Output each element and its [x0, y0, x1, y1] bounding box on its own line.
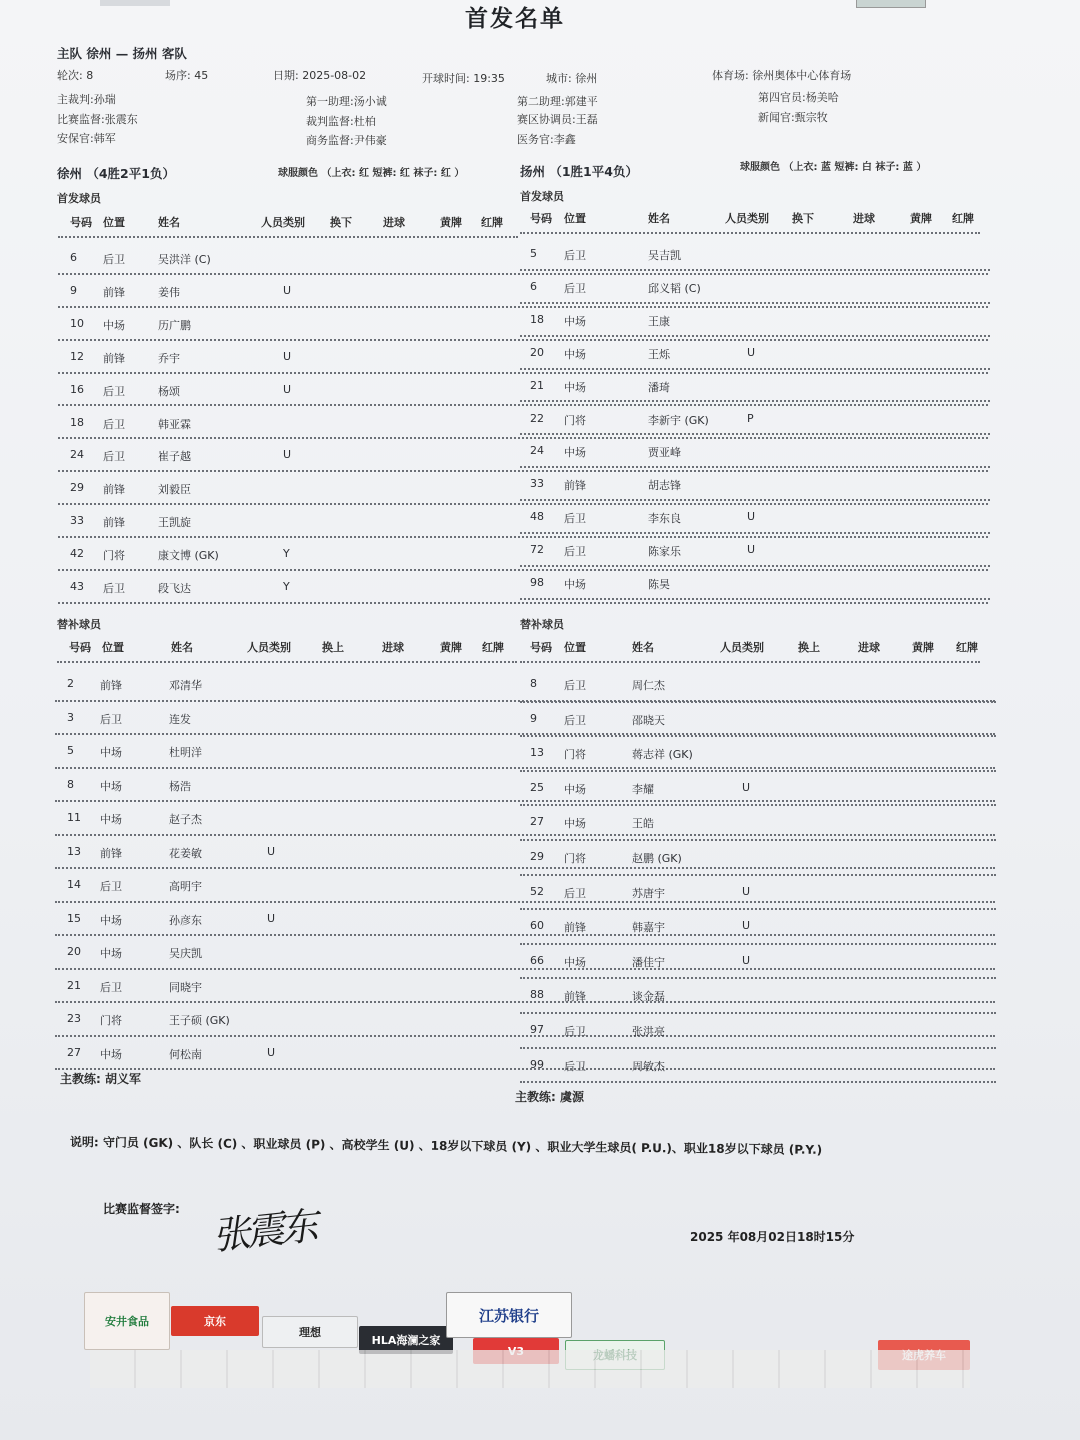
table-row [520, 806, 996, 841]
player-number: 16 [70, 382, 84, 396]
official: 安保官:韩军 [57, 132, 116, 145]
player-position: 前锋 [564, 921, 586, 935]
player-name: 李耀 [632, 782, 654, 796]
player-name: 潘佳宁 [632, 955, 665, 969]
player-position: 中场 [100, 913, 122, 927]
player-number: 8 [530, 677, 537, 690]
player-number: 97 [530, 1023, 544, 1036]
player-position: 中场 [564, 380, 586, 394]
player-name: 王皓 [632, 817, 654, 831]
player-name: 姜伟 [158, 285, 180, 299]
column-header: 位置 [102, 641, 124, 654]
player-number: 18 [70, 415, 84, 429]
player-number: 33 [70, 514, 84, 528]
player-name: 潘琦 [648, 380, 670, 394]
table-row [520, 501, 990, 534]
player-number: 24 [70, 448, 84, 462]
table-row [520, 737, 996, 772]
player-number: 5 [530, 247, 537, 260]
player-position: 门将 [564, 852, 586, 865]
column-header: 红牌 [956, 641, 978, 654]
player-position: 前锋 [103, 516, 125, 530]
player-position: 中场 [100, 779, 122, 793]
table-row [520, 772, 996, 807]
player-number: 27 [530, 815, 544, 829]
table-row [520, 1049, 996, 1084]
player-name: 花姜敏 [169, 846, 202, 860]
kickoff-time: 开球时间: 19:35 [422, 72, 505, 85]
player-category: U [742, 780, 751, 794]
player-name: 王子硕 (GK) [169, 1014, 230, 1027]
player-category: U [267, 1045, 276, 1059]
official: 第二助理:郭建平 [517, 95, 598, 108]
column-header: 号码 [530, 212, 552, 225]
player-number: 6 [70, 251, 77, 264]
player-position: 前锋 [103, 351, 125, 365]
player-number: 27 [67, 1045, 81, 1059]
player-position: 后卫 [103, 253, 125, 266]
column-header: 进球 [853, 212, 875, 225]
player-position: 后卫 [564, 713, 586, 727]
player-position: 后卫 [564, 1059, 586, 1073]
player-number: 52 [530, 884, 544, 898]
table-row [520, 435, 990, 468]
player-position: 中场 [564, 817, 586, 831]
official: 裁判监督:杜柏 [306, 115, 376, 128]
player-position: 后卫 [564, 249, 586, 262]
player-name: 赵鹏 (GK) [632, 852, 682, 865]
player-position: 中场 [564, 314, 586, 328]
player-name: 吴洪洋 (C) [158, 253, 211, 266]
player-name: 邓清华 [169, 679, 202, 692]
player-position: 后卫 [103, 582, 125, 595]
player-number: 60 [530, 919, 544, 933]
table-row [520, 841, 996, 876]
player-name: 王烁 [648, 347, 670, 361]
player-name: 蒋志祥 (GK) [632, 748, 693, 762]
player-position: 后卫 [103, 417, 125, 431]
player-number: 15 [67, 911, 81, 925]
player-position: 中场 [564, 347, 586, 361]
player-position: 后卫 [103, 450, 125, 464]
player-position: 后卫 [103, 384, 125, 398]
stadium: 体育场: 徐州奥体中心体育场 [712, 69, 852, 82]
player-position: 中场 [564, 578, 586, 591]
table-row [520, 468, 990, 501]
row-divider [520, 1081, 996, 1083]
player-name: 邵晓天 [632, 713, 665, 727]
table-row [520, 979, 996, 1014]
home-subs-label: 替补球员 [57, 618, 101, 631]
table-row [520, 337, 990, 370]
column-header: 换下 [330, 216, 352, 229]
player-name: 李东良 [648, 512, 681, 526]
player-number: 10 [70, 316, 84, 330]
match-date: 日期: 2025-08-02 [273, 69, 367, 82]
column-header: 位置 [564, 212, 586, 225]
player-position: 前锋 [100, 679, 122, 692]
player-category: U [747, 345, 756, 359]
player-position: 后卫 [564, 281, 586, 295]
player-name: 韩亚霖 [158, 417, 191, 431]
player-position: 门将 [564, 748, 586, 762]
player-name: 陈昊 [648, 578, 670, 591]
column-header: 姓名 [648, 212, 670, 225]
player-position: 后卫 [100, 980, 122, 994]
player-name: 杨浩 [169, 779, 191, 793]
player-name: 贾亚峰 [648, 446, 681, 460]
player-number: 2 [67, 677, 74, 690]
sponsor-strip-lower [90, 1350, 970, 1388]
player-name: 吴吉凯 [648, 249, 681, 262]
column-header: 黄牌 [910, 212, 932, 225]
player-name: 李新宇 (GK) [648, 413, 709, 427]
column-header: 进球 [383, 216, 405, 229]
official: 第四官员:杨美哈 [758, 91, 839, 104]
table-row [520, 1014, 996, 1049]
player-position: 中场 [100, 813, 122, 826]
player-number: 48 [530, 510, 544, 524]
player-name: 吴庆凯 [169, 947, 202, 960]
player-category: U [283, 448, 292, 462]
player-name: 王康 [648, 314, 670, 328]
column-header: 号码 [70, 216, 92, 229]
player-position: 后卫 [564, 886, 586, 900]
column-header: 人员类别 [247, 641, 291, 654]
player-name: 刘毅臣 [158, 483, 191, 497]
column-header: 位置 [564, 641, 586, 654]
player-number: 21 [530, 378, 544, 392]
supervisor-signature: 张震东 [210, 1203, 317, 1259]
player-name: 周仁杰 [632, 679, 665, 692]
table-row [520, 370, 990, 403]
column-header: 人员类别 [261, 216, 305, 229]
match-city: 城市: 徐州 [546, 72, 598, 85]
header-divider [57, 661, 517, 663]
sponsor-logo: HLA海澜之家 [359, 1326, 453, 1354]
player-position: 前锋 [564, 990, 586, 1004]
table-row [520, 238, 990, 271]
player-number: 43 [70, 580, 84, 593]
table-row [520, 534, 990, 567]
column-header: 黄牌 [440, 216, 462, 229]
player-number: 24 [530, 444, 544, 458]
away-subs-header [520, 639, 980, 663]
table-row [520, 304, 990, 337]
player-name: 王凯旋 [158, 516, 191, 530]
player-position: 中场 [100, 947, 122, 960]
player-name: 康文博 (GK) [158, 549, 219, 563]
home-coach: 主教练: 胡义军 [60, 1072, 141, 1086]
player-position: 后卫 [564, 1025, 586, 1038]
player-number: 25 [530, 780, 544, 794]
column-header: 号码 [530, 641, 552, 654]
player-position: 门将 [103, 549, 125, 563]
table-row [520, 271, 990, 304]
home-starters-label: 首发球员 [57, 192, 101, 205]
player-name: 张洪亮 [632, 1025, 665, 1038]
player-category: U [747, 510, 756, 524]
player-category: U [267, 911, 276, 925]
player-name: 何松南 [169, 1047, 202, 1061]
player-number: 5 [67, 744, 74, 757]
player-category: Y [283, 547, 290, 561]
player-category: U [283, 283, 292, 297]
player-position: 后卫 [100, 880, 122, 893]
table-row [520, 945, 996, 980]
column-header: 姓名 [171, 641, 193, 654]
column-header: 换上 [322, 641, 344, 654]
column-header: 姓名 [158, 216, 180, 229]
player-number: 20 [67, 945, 81, 958]
away-starters-label: 首发球员 [520, 190, 564, 203]
player-number: 14 [67, 878, 81, 891]
legend-note: 说明: 守门员 (GK) 、队长 (C) 、职业球员 (P) 、高校学生 (U) 、18岁以下球员 (Y) 、职业大学生球员( P.U.)、职业18岁以下球员 (P.Y.) [69, 1134, 823, 1157]
player-number: 8 [67, 777, 74, 791]
player-position: 前锋 [100, 846, 122, 860]
player-position: 后卫 [100, 712, 122, 726]
match-number: 场序: 45 [165, 69, 209, 82]
player-number: 13 [530, 746, 544, 760]
player-position: 前锋 [564, 479, 586, 493]
player-category: U [742, 884, 751, 898]
sponsor-logo: 京东 [171, 1306, 259, 1336]
column-header: 换下 [792, 212, 814, 225]
signature-label: 比赛监督签字: [103, 1202, 180, 1216]
official: 商务监督:尹伟豪 [306, 134, 387, 147]
column-header: 红牌 [482, 641, 504, 654]
player-position: 后卫 [564, 512, 586, 526]
player-position: 后卫 [564, 679, 586, 692]
player-category: U [742, 953, 751, 967]
match-teams: 主队 徐州 — 扬州 客队 [57, 46, 187, 61]
sponsor-logo: 江苏银行 [446, 1292, 572, 1338]
home-starters-header [58, 214, 518, 238]
away-subs-label: 替补球员 [520, 618, 564, 631]
row-divider [520, 598, 990, 600]
player-position: 中场 [564, 955, 586, 969]
official: 比赛监督:张震东 [57, 113, 138, 126]
official: 医务官:李鑫 [517, 133, 576, 146]
player-number: 9 [70, 283, 77, 297]
official: 第一助理:汤小诚 [306, 95, 387, 108]
header-divider [520, 232, 980, 234]
column-header: 进球 [382, 641, 404, 654]
player-category: U [742, 919, 751, 933]
player-name: 同晓宇 [169, 980, 202, 994]
match-round: 轮次: 8 [57, 69, 94, 82]
player-category: U [267, 844, 276, 858]
header-divider [58, 236, 518, 238]
player-name: 谈金磊 [632, 990, 665, 1004]
away-coach: 主教练: 虞源 [515, 1090, 584, 1104]
table-row [520, 703, 996, 738]
column-header: 人员类别 [725, 212, 769, 225]
table-row [520, 668, 996, 703]
header-divider [520, 661, 980, 663]
player-position: 门将 [100, 1014, 122, 1027]
column-header: 进球 [858, 641, 880, 654]
player-number: 22 [530, 411, 544, 425]
column-header: 红牌 [952, 212, 974, 225]
player-number: 99 [530, 1057, 544, 1071]
column-header: 黄牌 [912, 641, 934, 654]
official: 主裁判:孙瑞 [57, 93, 116, 106]
player-number: 3 [67, 710, 74, 724]
player-category: U [283, 382, 292, 396]
player-number: 42 [70, 547, 84, 561]
player-name: 胡志锋 [648, 479, 681, 493]
player-number: 29 [530, 850, 544, 863]
player-position: 前锋 [103, 483, 125, 497]
player-number: 13 [67, 844, 81, 858]
row-divider [58, 602, 988, 604]
column-header: 换上 [798, 641, 820, 654]
player-name: 孙彦东 [169, 913, 202, 927]
home-kit-colors: 球服颜色 （上衣: 红 短裤: 红 袜子: 红 ） [278, 168, 465, 179]
player-number: 12 [70, 349, 84, 363]
column-header: 姓名 [632, 641, 654, 654]
column-header: 黄牌 [440, 641, 462, 654]
player-number: 21 [67, 978, 81, 992]
signed-timestamp: 2025 年08月02日18时15分 [690, 1230, 855, 1244]
player-position: 中场 [103, 318, 125, 332]
page-title: 首发名单 [465, 6, 565, 32]
player-name: 崔子越 [158, 450, 191, 464]
player-number: 33 [530, 477, 544, 491]
official: 赛区协调员:王磊 [517, 113, 598, 126]
player-category: P [747, 411, 754, 425]
player-name: 赵子杰 [169, 813, 202, 826]
player-number: 23 [67, 1012, 81, 1025]
column-header: 人员类别 [720, 641, 764, 654]
away-kit-colors: 球服颜色 （上衣: 蓝 短裤: 白 袜子: 蓝 ） [740, 162, 927, 173]
player-name: 连发 [169, 712, 191, 726]
player-name: 段飞达 [158, 582, 191, 595]
player-number: 20 [530, 345, 544, 359]
player-name: 邱义韬 (C) [648, 281, 701, 295]
official: 新闻官:甄宗牧 [758, 111, 828, 124]
player-position: 中场 [564, 782, 586, 796]
player-position: 门将 [564, 413, 586, 427]
player-number: 72 [530, 543, 544, 557]
player-category: U [747, 543, 756, 557]
player-number: 6 [530, 279, 537, 293]
sponsor-logo: 理想 [262, 1316, 358, 1348]
column-header: 号码 [69, 641, 91, 654]
player-position: 中场 [100, 1047, 122, 1061]
player-position: 前锋 [103, 285, 125, 299]
player-name: 历广鹏 [158, 318, 191, 332]
player-name: 韩嘉宇 [632, 921, 665, 935]
player-number: 29 [70, 481, 84, 495]
table-row [520, 567, 990, 600]
player-number: 18 [530, 312, 544, 326]
away-team-name: 扬州 （1胜1平4负） [520, 164, 638, 179]
home-team-name: 徐州 （4胜2平1负） [57, 166, 175, 181]
player-name: 苏唐宇 [632, 886, 665, 900]
player-number: 11 [67, 811, 81, 824]
player-number: 98 [530, 576, 544, 589]
table-row [520, 403, 990, 436]
player-category: Y [283, 580, 290, 593]
player-name: 乔宇 [158, 351, 180, 365]
player-name: 杜明洋 [169, 746, 202, 759]
player-number: 88 [530, 988, 544, 1002]
player-name: 周敏杰 [632, 1059, 665, 1073]
away-starters-header [520, 210, 980, 234]
player-number: 66 [530, 953, 544, 967]
home-subs-header [57, 639, 517, 663]
column-header: 红牌 [481, 216, 503, 229]
player-position: 中场 [564, 446, 586, 460]
player-category: U [283, 349, 292, 363]
player-position: 后卫 [564, 545, 586, 559]
table-row [520, 910, 996, 945]
player-name: 高明宇 [169, 880, 202, 893]
player-name: 陈家乐 [648, 545, 681, 559]
player-position: 中场 [100, 746, 122, 759]
table-row [520, 876, 996, 911]
column-header: 位置 [103, 216, 125, 229]
sponsor-logo: 安井食品 [84, 1292, 170, 1350]
player-number: 9 [530, 711, 537, 725]
player-name: 杨颂 [158, 384, 180, 398]
